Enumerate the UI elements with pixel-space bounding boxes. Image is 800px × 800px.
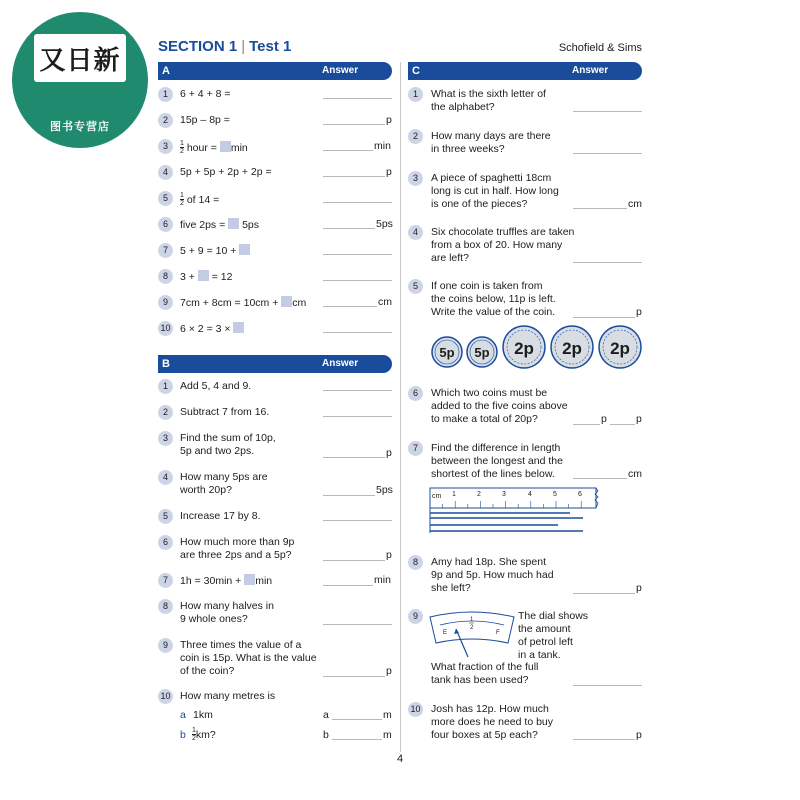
answer-line[interactable] <box>573 685 642 686</box>
b7-text <box>180 574 272 588</box>
c8-line1: Amy had 18p. She spent <box>431 556 546 568</box>
question-number: 3 <box>408 171 423 186</box>
c10-line2: more does he need to buy <box>431 716 554 728</box>
dial-half-num: 1 <box>470 617 474 623</box>
question-number: 7 <box>158 243 173 258</box>
answer-line[interactable] <box>573 478 627 479</box>
unit-label: p <box>636 413 642 425</box>
question-number: 8 <box>158 599 173 614</box>
coin-label: 5p <box>439 345 455 360</box>
b10a-label: a <box>180 709 186 721</box>
a6-part1: five 2ps = <box>180 219 226 231</box>
blank-box <box>220 141 231 152</box>
answer-line[interactable] <box>323 228 375 229</box>
column-divider <box>400 62 401 752</box>
section-a-header <box>158 62 392 80</box>
publisher: Schofield & Sims <box>558 42 642 54</box>
answer-line[interactable] <box>573 317 635 318</box>
a4-text: 5p + 5p + 2p + 2p = <box>180 166 272 178</box>
c9-line2: the amount <box>518 623 571 635</box>
a9-text <box>180 296 306 310</box>
section-c-header <box>408 62 642 80</box>
answer-line[interactable] <box>332 739 382 740</box>
unit-label: p <box>386 166 392 178</box>
question-number: 8 <box>158 269 173 284</box>
store-logo <box>12 12 148 148</box>
answer-line[interactable] <box>323 520 392 521</box>
c6-line2: added to the five coins above <box>431 400 568 412</box>
fuel-dial <box>428 611 516 661</box>
a3-part1: hour = <box>186 142 217 154</box>
unit-label: p <box>386 549 392 561</box>
blank-box <box>233 322 244 333</box>
question-number: 8 <box>408 555 423 570</box>
a10-part: 6 × 2 = 3 × <box>180 323 231 335</box>
question-number: 3 <box>158 431 173 446</box>
a3-part2: min <box>230 142 248 154</box>
question-number: 7 <box>158 573 173 588</box>
c7-line1: Find the difference in length <box>431 442 561 454</box>
dial-half-den: 2 <box>470 625 474 631</box>
answer-line[interactable] <box>323 676 385 677</box>
coin-2p <box>551 326 593 368</box>
unit-label: p <box>386 665 392 677</box>
question-number: 5 <box>158 191 173 206</box>
ruler-label: 2 <box>477 491 481 498</box>
answer-line[interactable] <box>323 457 385 458</box>
b10-text: How many metres is <box>180 690 276 702</box>
section-c-letter: C <box>412 65 420 77</box>
b10b-label: b <box>180 729 186 741</box>
coin-2p <box>503 326 545 368</box>
answer-line[interactable] <box>573 424 600 425</box>
question-number: 1 <box>158 379 173 394</box>
c3-line2: long is cut in half. How long <box>431 185 559 197</box>
question-number: 2 <box>408 129 423 144</box>
a7-text <box>180 244 250 258</box>
b8-line2: 9 whole ones? <box>180 613 248 625</box>
answer-line[interactable] <box>573 208 627 209</box>
answer-line[interactable] <box>323 124 385 125</box>
answer-line[interactable] <box>323 495 375 496</box>
question-number: 2 <box>158 113 173 128</box>
question-number: 4 <box>158 470 173 485</box>
c10-line3: four boxes at 5p each? <box>431 729 538 741</box>
a6-part2: 5ps <box>242 219 260 231</box>
logo-name: 又日新 <box>39 46 121 76</box>
answer-line[interactable] <box>323 560 385 561</box>
question-number: 6 <box>408 386 423 401</box>
b3-line2: 5p and two 2ps. <box>180 445 255 457</box>
b9-line1: Three times the value of a <box>180 639 302 651</box>
a8-part1: 3 + <box>180 271 195 283</box>
answer-label: Answer <box>322 65 359 76</box>
b4-line1: How many 5ps are <box>180 471 268 483</box>
c6-line1: Which two coins must be <box>431 387 548 399</box>
question-number: 10 <box>408 702 423 717</box>
question-number: 9 <box>158 295 173 310</box>
a6-text <box>180 218 259 232</box>
b1-text: Add 5, 4 and 9. <box>180 380 252 392</box>
section-b-letter: B <box>162 358 170 370</box>
fraction-num: 1 <box>192 727 196 734</box>
unit-label: 5ps <box>376 218 393 230</box>
unit-label: cm <box>378 296 392 308</box>
a1-text: 6 + 4 + 8 = <box>180 88 231 100</box>
unit-label: m <box>383 729 392 741</box>
coin-label: 2p <box>610 339 630 358</box>
a8-part2: = 12 <box>211 271 233 283</box>
ruler-label: 5 <box>553 491 557 498</box>
unit-label: cm <box>628 198 642 210</box>
a10-text <box>180 322 244 336</box>
question-number: 4 <box>158 165 173 180</box>
answer-line[interactable] <box>323 416 392 417</box>
b8-line1: How many halves in <box>180 600 274 612</box>
question-number: 5 <box>158 509 173 524</box>
fraction-den: 2 <box>180 200 184 207</box>
c1-line2: the alphabet? <box>431 101 495 113</box>
ruler-illustration <box>428 487 600 537</box>
c2-line2: in three weeks? <box>431 143 505 155</box>
answer-line[interactable] <box>573 111 642 112</box>
answer-line[interactable] <box>573 153 642 154</box>
a9-part1: 7cm + 8cm = 10cm + <box>180 297 279 309</box>
coins-illustration <box>426 324 646 374</box>
a3-text <box>180 140 248 155</box>
answer-line[interactable] <box>323 98 392 99</box>
b10a-text: 1km <box>193 709 213 721</box>
test-label: Test 1 <box>249 38 292 55</box>
fraction-den: 2 <box>192 735 196 742</box>
c4-line3: are left? <box>431 252 469 264</box>
question-number: 6 <box>158 535 173 550</box>
b10b-text <box>192 727 216 742</box>
section-b-header <box>158 355 392 373</box>
section-label: SECTION 1 <box>158 38 238 55</box>
b9-line3: of the coin? <box>180 665 235 677</box>
b7-part1: 1h = 30min + <box>180 575 242 587</box>
answer-line[interactable] <box>323 624 392 625</box>
c9-line4: in a tank. <box>518 649 561 661</box>
blank-box <box>281 296 292 307</box>
measure-lines <box>430 513 583 531</box>
dial-empty: E <box>443 630 448 636</box>
question-number: 1 <box>158 87 173 102</box>
page-number: 4 <box>396 753 404 765</box>
unit-label: 5ps <box>376 484 393 496</box>
b10b-part: km? <box>195 729 216 741</box>
question-number: 4 <box>408 225 423 240</box>
b10a-answer-label: a <box>323 709 329 721</box>
unit-label: p <box>601 413 607 425</box>
b10b-answer-label: b <box>323 729 329 741</box>
c7-line3: shortest of the lines below. <box>431 468 555 480</box>
title-separator: | <box>241 38 246 55</box>
a5-text <box>180 192 219 207</box>
answer-label: Answer <box>322 358 359 369</box>
question-number: 6 <box>158 217 173 232</box>
answer-line[interactable] <box>323 306 377 307</box>
fraction-num: 1 <box>180 192 184 199</box>
unit-label: p <box>636 729 642 741</box>
coin-label: 2p <box>562 339 582 358</box>
answer-line[interactable] <box>323 280 392 281</box>
coin-5p <box>432 337 462 367</box>
question-number: 9 <box>158 638 173 653</box>
c5-line1: If one coin is taken from <box>431 280 543 292</box>
question-number: 9 <box>408 609 423 624</box>
question-number: 7 <box>408 441 423 456</box>
a2-text: 15p – 8p = <box>180 114 230 126</box>
unit-label: p <box>386 114 392 126</box>
section-title <box>158 38 291 55</box>
fraction-half <box>180 192 184 207</box>
c7-line2: between the longest and the <box>431 455 563 467</box>
ruler-label: 6 <box>578 491 582 498</box>
logo-sub: 图书专营店 <box>50 120 110 133</box>
answer-line[interactable] <box>573 593 635 594</box>
answer-label: Answer <box>572 65 609 76</box>
c9-line3: of petrol left <box>518 636 573 648</box>
b2-text: Subtract 7 from 16. <box>180 406 270 418</box>
fraction-den: 2 <box>180 148 184 155</box>
c9-line5: What fraction of the full <box>431 661 539 673</box>
question-number: 3 <box>158 139 173 154</box>
fraction-half <box>180 140 184 155</box>
blank-box <box>239 244 250 255</box>
coin-2p <box>599 326 641 368</box>
ruler-label: 4 <box>528 491 532 498</box>
a7-part: 5 + 9 = 10 + <box>180 245 237 257</box>
question-number: 1 <box>408 87 423 102</box>
c6-line3: to make a total of 20p? <box>431 413 538 425</box>
unit-label: p <box>636 582 642 594</box>
ruler-label: 3 <box>502 491 506 498</box>
answer-line[interactable] <box>610 424 635 425</box>
coin-label: 5p <box>474 345 490 360</box>
a9-part2: cm <box>292 297 307 309</box>
b7-part2: min <box>255 575 273 587</box>
c10-line1: Josh has 12p. How much <box>431 703 549 715</box>
b4-line2: worth 20p? <box>180 484 232 496</box>
c4-line1: Six chocolate truffles are taken <box>431 226 575 238</box>
c1-line1: What is the sixth letter of <box>431 88 546 100</box>
b5-text: Increase 17 by 8. <box>180 510 261 522</box>
answer-line[interactable] <box>323 390 392 391</box>
answer-line[interactable] <box>323 585 373 586</box>
question-number: 10 <box>158 321 173 336</box>
c5-line3: Write the value of the coin. <box>431 306 556 318</box>
b6-line2: are three 2ps and a 5p? <box>180 549 292 561</box>
coin-label: 2p <box>514 339 534 358</box>
ruler-label: 1 <box>452 491 456 498</box>
c5-line2: the coins below, 11p is left. <box>431 293 556 305</box>
c2-line1: How many days are there <box>431 130 551 142</box>
question-number: 5 <box>408 279 423 294</box>
section-a-letter: A <box>162 65 170 77</box>
ruler-unit: cm <box>432 493 442 500</box>
coin-5p <box>467 337 497 367</box>
c4-line2: from a box of 20. How many <box>431 239 563 251</box>
unit-label: p <box>386 447 392 459</box>
c9-line1: The dial shows <box>518 610 589 622</box>
blank-box <box>228 218 239 229</box>
answer-line[interactable] <box>323 332 392 333</box>
c9-line6: tank has been used? <box>431 674 529 686</box>
unit-label: m <box>383 709 392 721</box>
fraction-num: 1 <box>180 140 184 147</box>
a8-text <box>180 270 232 284</box>
answer-line[interactable] <box>573 739 635 740</box>
question-number: 10 <box>158 689 173 704</box>
answer-line[interactable] <box>323 176 385 177</box>
unit-label: p <box>636 306 642 318</box>
c3-line3: is one of the pieces? <box>431 198 528 210</box>
answer-line[interactable] <box>323 150 373 151</box>
c8-line3: she left? <box>431 582 471 594</box>
c3-line1: A piece of spaghetti 18cm <box>431 172 552 184</box>
unit-label: min <box>374 140 391 152</box>
question-number: 2 <box>158 405 173 420</box>
blank-box <box>244 574 255 585</box>
b9-line2: coin is 15p. What is the value <box>180 652 317 664</box>
blank-box <box>198 270 209 281</box>
c8-line2: 9p and 5p. How much had <box>431 569 554 581</box>
b3-line1: Find the sum of 10p, <box>180 432 276 444</box>
answer-line[interactable] <box>573 262 642 263</box>
unit-label: min <box>374 574 391 586</box>
b6-line1: How much more than 9p <box>180 536 295 548</box>
answer-line[interactable] <box>323 202 392 203</box>
answer-line[interactable] <box>323 254 392 255</box>
answer-line[interactable] <box>332 719 382 720</box>
dial-full: F <box>496 630 500 636</box>
a5-part: of 14 = <box>186 194 220 206</box>
unit-label: cm <box>628 468 642 480</box>
